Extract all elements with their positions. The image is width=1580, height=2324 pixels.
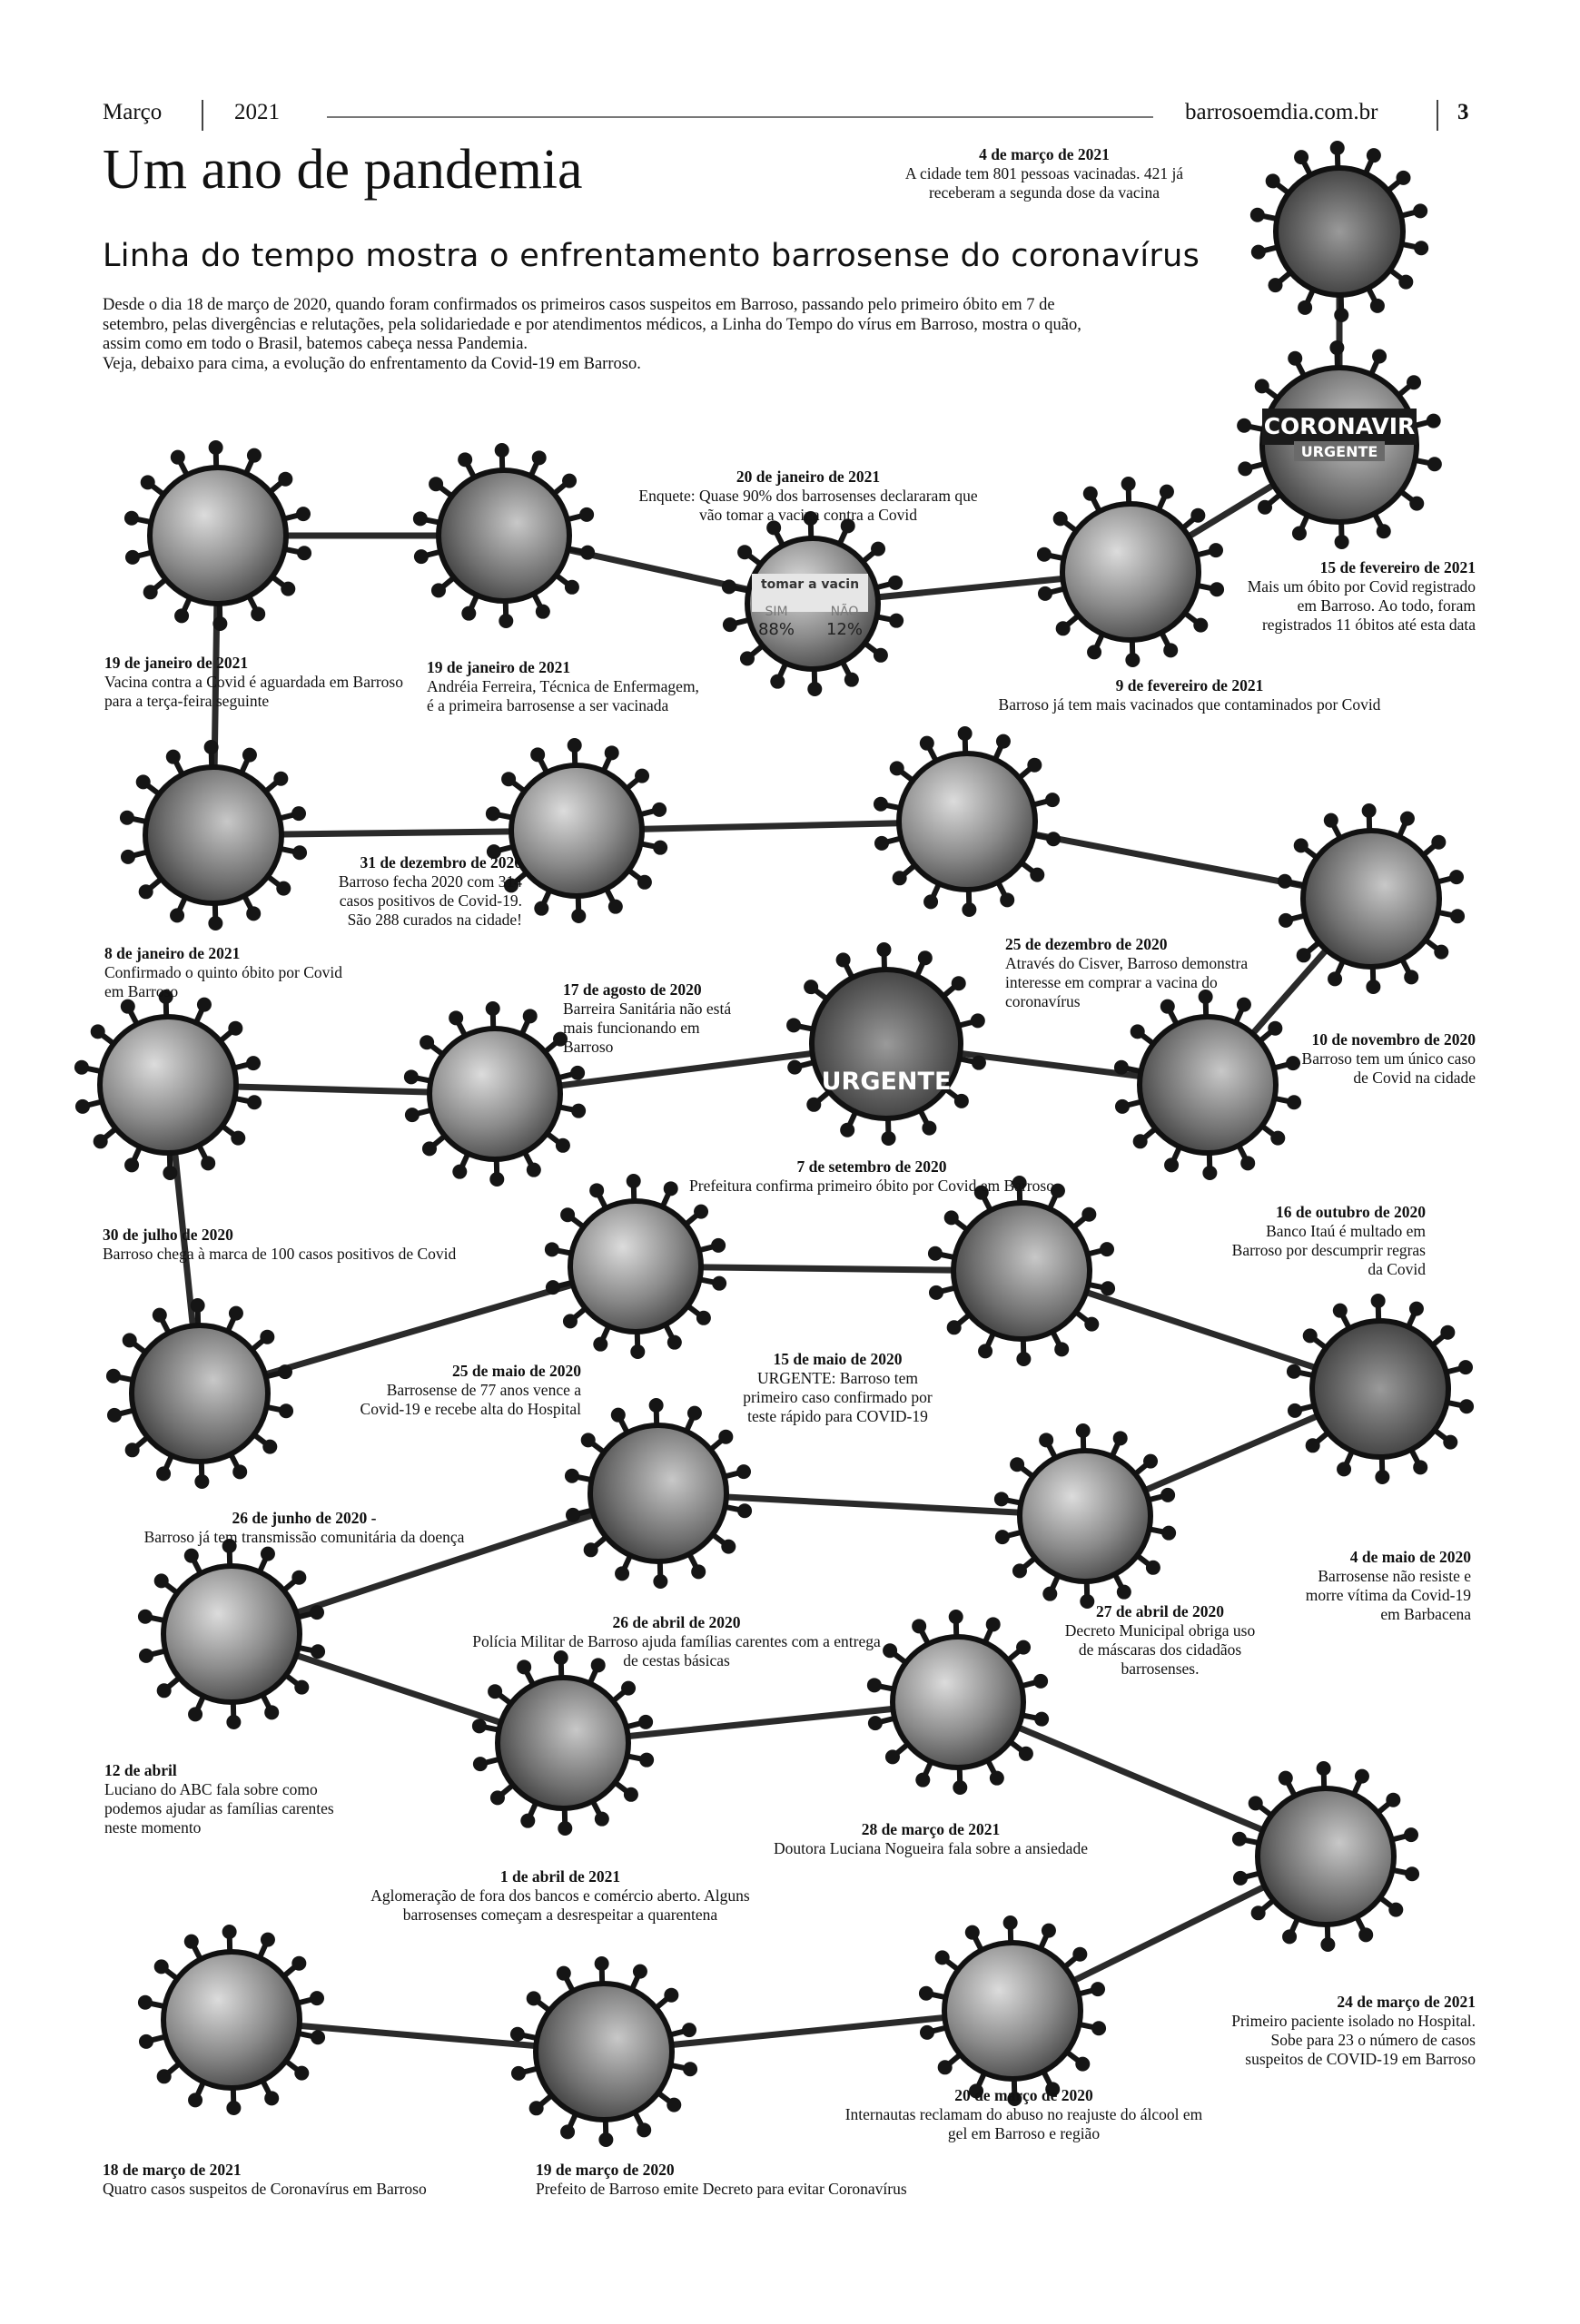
- event-caption: [944, 676, 1435, 714]
- event-date: 12 de abril: [104, 1761, 177, 1779]
- event-date: 19 de março de 2020: [536, 2161, 675, 2179]
- event-date: 15 de fevereiro de 2021: [1319, 558, 1476, 576]
- event-caption: [1289, 1548, 1471, 1624]
- virus-photo-icon: [413, 443, 595, 628]
- event-date: 15 de maio de 2020: [773, 1350, 903, 1368]
- virus-photo-icon: [74, 990, 262, 1180]
- event-text: Barreira Sanitária não está mais funcionando em Barroso: [563, 1000, 732, 1056]
- event-date: 17 de agosto de 2020: [563, 980, 702, 999]
- event-text: Barroso tem um único caso de Covid na cidade: [1301, 1049, 1476, 1087]
- event-caption: [1217, 1203, 1426, 1279]
- event-text: Barrosense não resiste e morre vítima da Covid-19 em Barbacena: [1305, 1567, 1471, 1623]
- page-title: Um ano de pandemia: [103, 139, 583, 201]
- event-text: Prefeito de Barroso emite Decreto para evitar Coronavírus: [536, 2180, 907, 2198]
- virus-photo-icon: [106, 1298, 293, 1489]
- event-caption: [1239, 558, 1476, 635]
- event-caption: [563, 980, 754, 1057]
- virus-photo-icon: [867, 1610, 1049, 1795]
- page-number: 3: [1457, 100, 1469, 124]
- event-date: 26 de junho de 2020 -: [232, 1509, 377, 1527]
- event-text: A cidade tem 801 pessoas vacinadas. 421 já receberam a segunda dose da vacina: [904, 164, 1184, 202]
- event-caption: [104, 944, 350, 1001]
- event-date: 19 de janeiro de 2021: [104, 654, 249, 672]
- event-caption: [844, 2086, 1203, 2143]
- event-text: Banco Itaú é multado em Barroso por descumprir regras da Covid: [1231, 1222, 1426, 1278]
- event-date: 1 de abril de 2021: [499, 1867, 621, 1886]
- event-text: Barroso já tem transmissão comunitária da doença: [143, 1528, 465, 1546]
- poll-title: tomar a vacin: [760, 577, 860, 592]
- event-text: Barroso chega à marca de 100 casos positivos de Covid: [103, 1245, 457, 1263]
- header-month: Março: [103, 100, 163, 124]
- virus-photo-icon: [1037, 477, 1224, 667]
- event-date: 31 de dezembro de 2020: [360, 853, 522, 872]
- virus-photo-icon: [565, 1398, 752, 1589]
- intro-paragraph: Desde o dia 18 de março de 2020, quando foram confirmados os primeiros casos suspeitos em Barroso, passando pelo primeiro óbito em 7 de setembro, pelas divergências e relutações, pela solidariedade e por atendimentos médicos, a Linha do Tempo do vírus em Barroso, mostra o quão, assim como em todo o Brasil, batemos cabeça nessa Pandemia.: [103, 296, 1081, 353]
- virus-photo-icon: [919, 1915, 1106, 2106]
- virus-photo-icon: [472, 1650, 654, 1836]
- virus-photo-icon: [928, 1176, 1115, 1366]
- event-caption: [1226, 1993, 1476, 2069]
- event-text: Através do Cisver, Barroso demonstra interesse em comprar a vacina do coronavírus: [1005, 954, 1249, 1010]
- event-text: Confirmado o quinto óbito por Covid em Barroso: [104, 963, 343, 1000]
- event-text: URGENTE: Barroso tem primeiro caso confirmado por teste rápido para COVID-19: [743, 1369, 933, 1425]
- event-caption: [103, 2161, 493, 2199]
- event-text: Andréia Ferreira, Técnica de Enfermagem, é a primeira barrosense a ser vacinada: [427, 677, 699, 714]
- virus-photo-icon: [404, 1001, 586, 1187]
- virus-photo-icon: [874, 726, 1061, 917]
- event-text: Internautas reclamam do abuso no reajuste do álcool em gel em Barroso e região: [844, 2105, 1203, 2142]
- event-date: 4 de maio de 2020: [1349, 1548, 1471, 1566]
- event-caption: [359, 1362, 581, 1419]
- event-text: Decreto Municipal obriga uso de máscaras dos cidadãos barrosenses.: [1064, 1621, 1256, 1678]
- event-date: 24 de março de 2021: [1337, 1993, 1476, 2011]
- event-caption: [536, 2161, 1008, 2199]
- event-text: Vacina contra a Covid é aguardada em Barroso para a terça-feira seguinte: [104, 673, 403, 710]
- event-date: 16 de outubro de 2020: [1276, 1203, 1426, 1221]
- poll-nao-label: NÃO: [830, 605, 859, 619]
- poll-sim-label: SIM: [765, 605, 788, 619]
- event-caption: [1289, 1030, 1476, 1088]
- event-caption: [104, 1509, 504, 1547]
- event-date: 7 de setembro de 2020: [796, 1157, 947, 1176]
- event-text: Primeiro paciente isolado no Hospital. Sobe para 23 o número de casos suspeitos de COVID-19 em Barroso: [1231, 2012, 1476, 2068]
- event-date: 20 de março de 2020: [954, 2086, 1093, 2104]
- event-caption: [103, 1226, 557, 1264]
- event-caption: [627, 468, 990, 525]
- virus-photo-icon: [1114, 990, 1301, 1180]
- poll-sim-value: 88%: [757, 620, 795, 639]
- event-date: 4 de março de 2021: [979, 145, 1110, 163]
- event-text: Polícia Militar de Barroso ajuda famílias carentes com a entrega de cestas básicas: [472, 1632, 881, 1669]
- virus-photo-icon: [1250, 141, 1428, 322]
- event-date: 19 de janeiro de 2021: [427, 658, 571, 676]
- virus-photo-icon: [510, 1956, 697, 2147]
- virus-photo-icon: [1232, 1761, 1419, 1952]
- event-date: 27 de abril de 2020: [1096, 1602, 1224, 1620]
- event-caption: [1005, 935, 1269, 1011]
- event-text: Barroso fecha 2020 com 314 casos positivos de Covid-19. São 288 curados na cidade!: [338, 872, 522, 929]
- event-caption: [336, 853, 522, 930]
- virus-photo-icon: [124, 440, 311, 631]
- virus-photo-icon: [1287, 1294, 1474, 1484]
- header-site[interactable]: barrosoemdia.com.br: [1185, 100, 1378, 124]
- event-caption: [338, 1867, 783, 1925]
- event-text: Doutora Luciana Nogueira fala sobre a ansiedade: [774, 1839, 1088, 1857]
- event-caption: [104, 1761, 368, 1837]
- event-caption: [608, 1157, 1135, 1196]
- event-date: 10 de novembro de 2020: [1311, 1030, 1476, 1049]
- event-date: 26 de abril de 2020: [612, 1613, 741, 1631]
- event-text: Enquete: Quase 90% dos barrosenses declararam que vão tomar a vacina contra a Covid: [638, 487, 978, 524]
- event-caption: [472, 1613, 881, 1670]
- header-year: 2021: [234, 100, 280, 124]
- event-caption: [1062, 1602, 1258, 1679]
- virus-photo-icon: [994, 1423, 1176, 1609]
- event-date: 28 de março de 2021: [861, 1820, 1001, 1838]
- virus-photo-icon: [1278, 803, 1465, 994]
- event-text: Quatro casos suspeitos de Coronavírus em Barroso: [103, 2180, 427, 2198]
- event-caption: [427, 658, 708, 715]
- event-date: 9 de fevereiro de 2021: [1115, 676, 1264, 694]
- event-date: 20 de janeiro de 2021: [736, 468, 881, 486]
- urgente-badge-text: URGENTE: [821, 1068, 952, 1096]
- coronavirus-banner-text: CORONAVIR: [1263, 413, 1416, 439]
- virus-photo-icon: [120, 740, 307, 931]
- event-text: Mais um óbito por Covid registrado em Barroso. Ao todo, foram registrados 11 óbitos até esta data: [1247, 577, 1476, 634]
- virus-photo-icon: [138, 1539, 325, 1729]
- event-text: Barroso já tem mais vacinados que contaminados por Covid: [998, 695, 1381, 714]
- page-subtitle: Linha do tempo mostra o enfrentamento barrosense do coronavírus: [103, 238, 1200, 274]
- event-date: 8 de janeiro de 2021: [104, 944, 241, 962]
- event-date: 18 de março de 2021: [103, 2161, 242, 2179]
- event-text: Aglomeração de fora dos bancos e comércio aberto. Alguns barrosenses começam a desrespeitar a quarentena: [370, 1886, 750, 1924]
- urgente-tag-text: URGENTE: [1300, 443, 1378, 460]
- event-caption: [740, 1350, 935, 1426]
- event-text: Barrosense de 77 anos vence a Covid-19 e recebe alta do Hospital: [360, 1381, 581, 1418]
- event-date: 25 de dezembro de 2020: [1005, 935, 1168, 953]
- event-caption: [894, 145, 1194, 202]
- event-date: 30 de julho de 2020: [103, 1226, 233, 1244]
- virus-photo-icon: [545, 1174, 726, 1359]
- event-text: Prefeitura confirma primeiro óbito por Covid em Barroso: [689, 1177, 1054, 1195]
- event-caption: [104, 654, 404, 711]
- event-caption: [740, 1820, 1121, 1858]
- event-text: Luciano do ABC fala sobre como podemos ajudar as famílias carentes neste momento: [104, 1780, 334, 1837]
- virus-photo-icon: [786, 942, 986, 1146]
- virus-photo-icon: [138, 1925, 325, 2115]
- intro-paragraph: Veja, debaixo para cima, a evolução do enfrentamento da Covid-19 em Barroso.: [103, 354, 641, 373]
- event-date: 25 de maio de 2020: [452, 1362, 581, 1380]
- poll-nao-value: 12%: [825, 620, 864, 639]
